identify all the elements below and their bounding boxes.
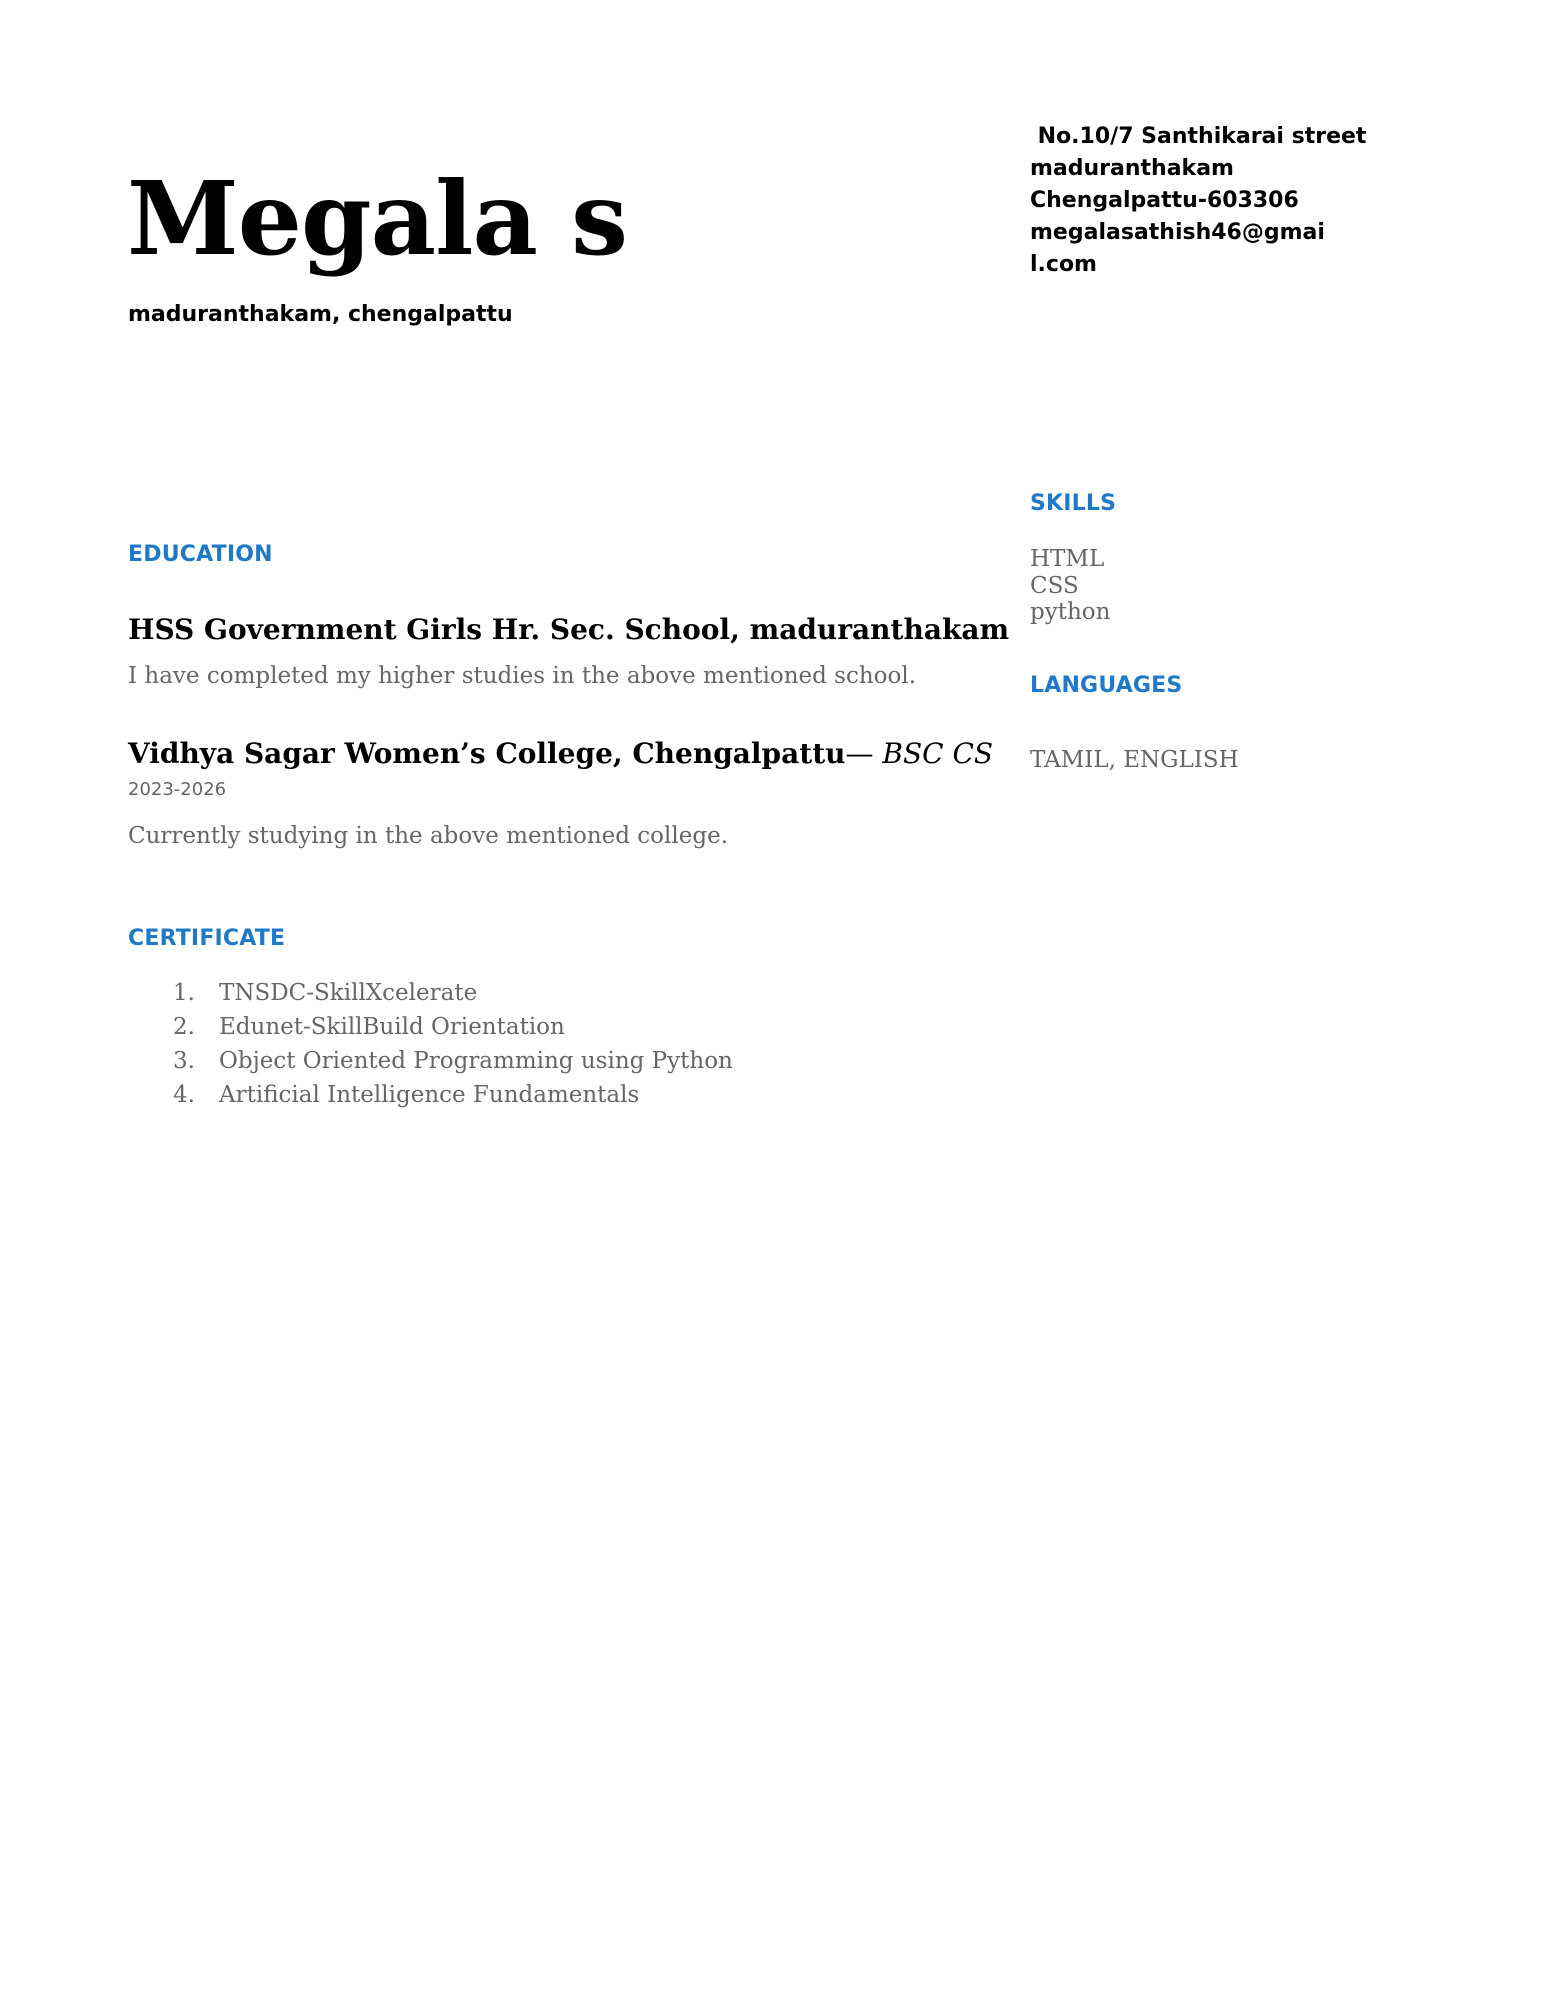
candidate-location: maduranthakam, chengalpattu — [128, 302, 513, 327]
contact-block — [1030, 121, 1367, 281]
education-entry-2-description: Currently studying in the above mentioned college. — [128, 823, 728, 849]
list-item-label: Edunet-SkillBuild Orientation — [219, 1014, 565, 1040]
list-item-number: 2. — [173, 1014, 195, 1040]
education-entry-2-title — [128, 736, 993, 772]
education-entry-1-title: HSS Government Girls Hr. Sec. School, maduranthakam — [128, 613, 1010, 646]
address-line-2: maduranthakam — [1030, 156, 1234, 181]
candidate-name: Megala s — [127, 159, 627, 278]
address-line-1: No.10/7 Santhikarai street — [1030, 124, 1367, 149]
list-item-label: Artificial Intelligence Fundamentals — [219, 1082, 640, 1108]
address-line-3: Chengalpattu-603306 — [1030, 188, 1299, 213]
list-item-number: 3. — [173, 1048, 195, 1074]
education-entry-2-separator: — — [845, 737, 883, 770]
certificate-heading: CERTIFICATE — [128, 926, 286, 951]
education-entry-2-dates: 2023-2026 — [128, 779, 227, 800]
email-address: megalasathish46@gmail.com — [1030, 220, 1325, 277]
skill-item: CSS — [1030, 572, 1079, 599]
list-item-number: 1. — [173, 980, 195, 1006]
education-entry-2-institution: Vidhya Sagar Women’s College, Chengalpattu — [128, 737, 846, 770]
skills-heading: SKILLS — [1030, 491, 1117, 516]
list-item-label: Object Oriented Programming using Python — [219, 1048, 733, 1074]
languages-heading: LANGUAGES — [1030, 673, 1183, 698]
education-heading: EDUCATION — [128, 542, 273, 567]
education-entry-2-degree: BSC CS — [882, 737, 994, 770]
list-item-number: 4. — [173, 1082, 195, 1108]
skills-list — [1030, 546, 1110, 626]
skill-item: HTML — [1030, 546, 1105, 572]
languages-text: TAMIL, ENGLISH — [1030, 747, 1239, 773]
list-item-label: TNSDC-SkillXcelerate — [219, 980, 478, 1006]
education-entry-1-description: I have completed my higher studies in the above mentioned school. — [128, 663, 917, 689]
skill-item: python — [1030, 599, 1111, 625]
